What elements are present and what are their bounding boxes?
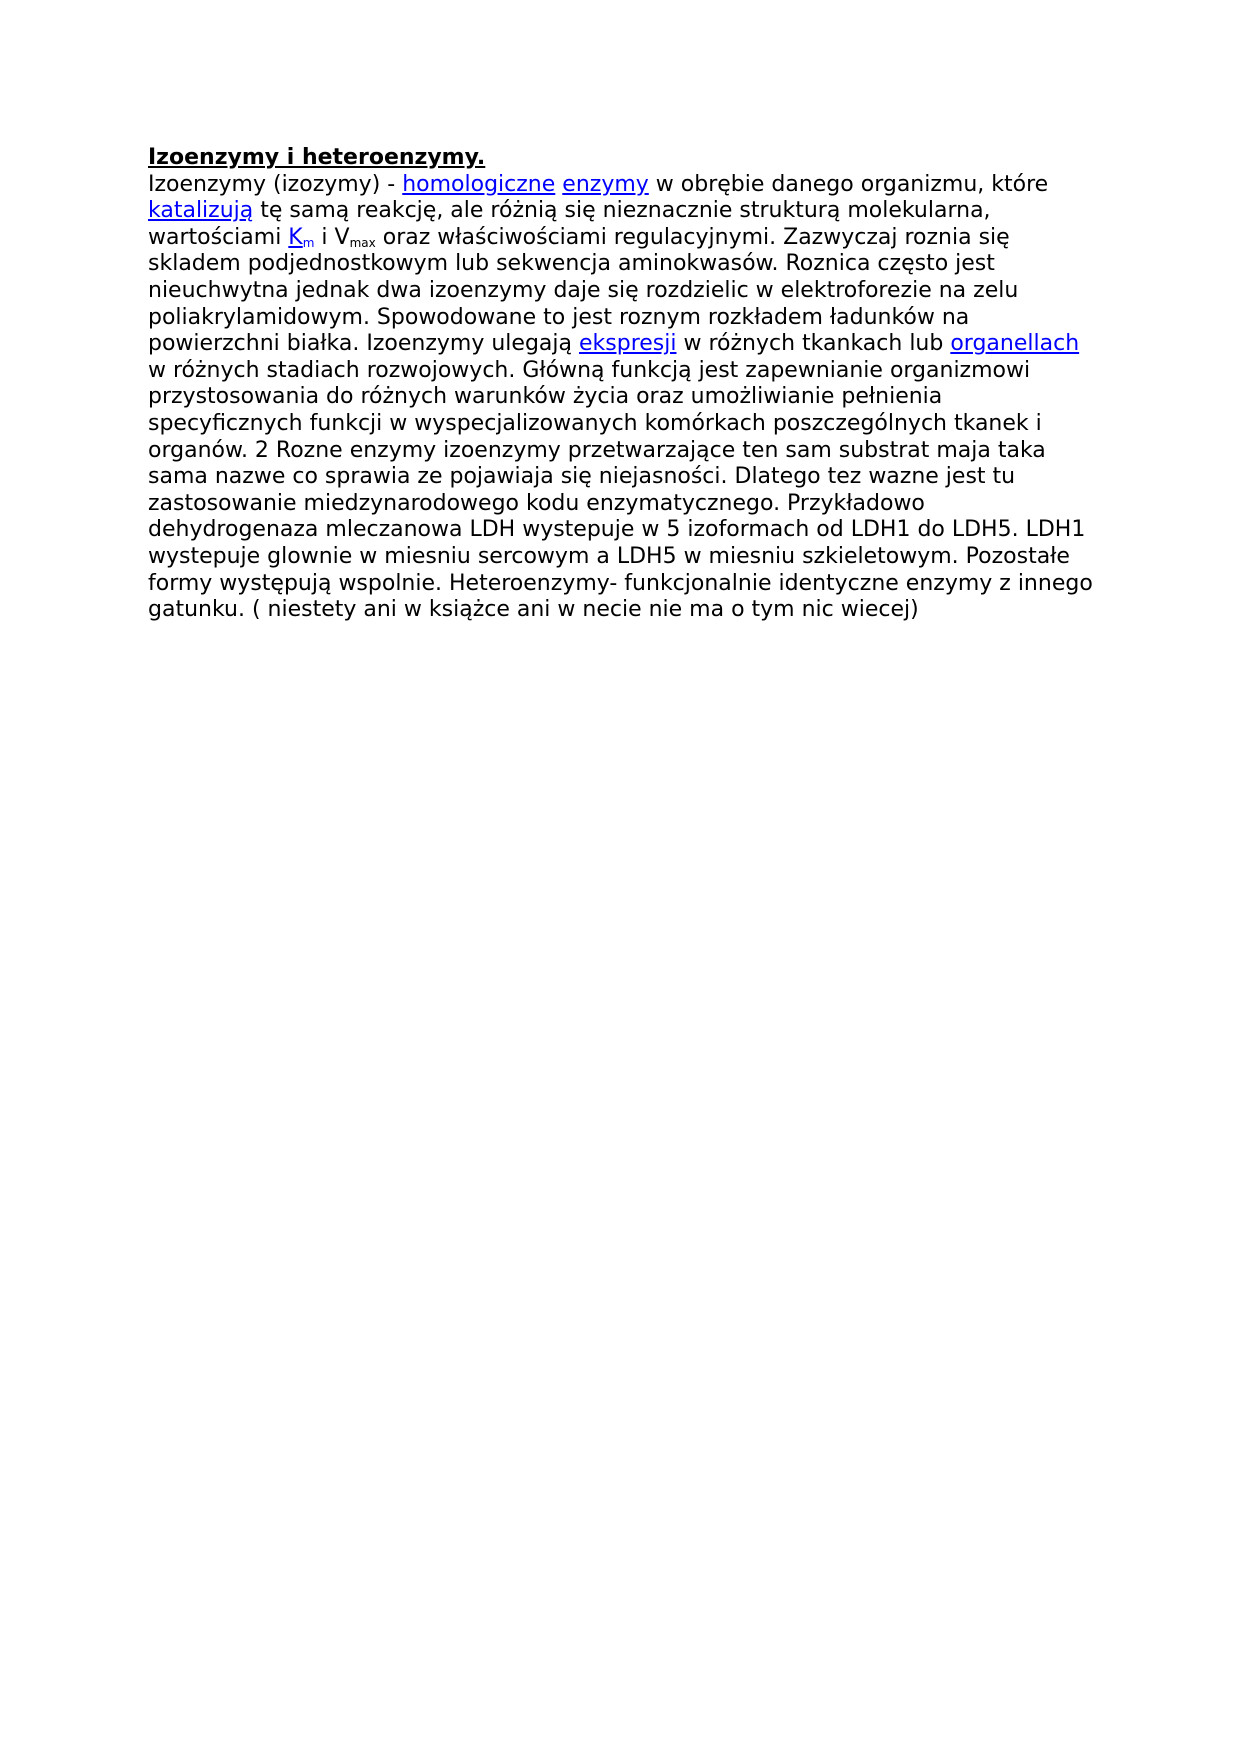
- link-homologiczne[interactable]: homologiczne: [402, 171, 556, 197]
- link-enzymy[interactable]: enzymy: [562, 171, 649, 197]
- body-paragraph: [148, 172, 1098, 624]
- link-ekspresji[interactable]: ekspresji: [579, 331, 677, 357]
- link-katalizuja[interactable]: katalizują: [148, 198, 254, 224]
- text-run: w różnych stadiach rozwojowych. Główną funkcją jest zapewnianie organizmowi przystosowania do różnych warunków życia oraz umożliwianie pełnienia specyficznych funkcji w wyspecjalizowanych komórkach poszczególnych tkanek i organów. 2 Rozne enzymy izoenzymy przetwarzające ten sam substrat maja taka sama nazwe co sprawia ze pojawiaja się niejasności. Dlatego tez wazne jest tu zastosowanie miedzynarodowego kodu enzymatycznego. Przykładowo dehydrogenaza mleczanowa LDH wystepuje w 5 izoformach od LDH1 do LDH5. LDH1 wystepuje glownie w miesniu sercowym a LDH5 w miesniu szkieletowym. Pozostałe formy występują wspolnie. Heteroenzymy- funkcjonalnie identyczne enzymy z innego gatunku. ( niestety ani w książce ani w necie nie ma o tym nic wiecej): [148, 357, 1093, 623]
- link-km[interactable]: [288, 225, 314, 250]
- link-organellach[interactable]: organellach: [950, 331, 1080, 357]
- text-run: oraz właściwościami regulacyjnymi. Zazwyczaj roznia się skladem podjednostkowym lub sekwencja aminokwasów. Roznica często jest nieuchwytna jednak dwa izoenzymy daje się rozdzielic w elektroforezie na zelu poliakrylamidowym. Spowodowane to jest roznym rozkładem ładunków na powierzchni białka. Izoenzymy ulegają: [148, 224, 1019, 357]
- text-run: w obrębie danego organizmu, które: [648, 171, 1049, 197]
- km-subscript: m: [302, 235, 315, 250]
- document-body: [148, 145, 1098, 624]
- text-run: w różnych tkankach lub: [676, 331, 951, 357]
- document-title: Izoenzymy i heteroenzymy.: [148, 145, 486, 170]
- text-run: Izoenzymy (izozymy) -: [148, 171, 403, 197]
- text-run: i V: [314, 224, 350, 250]
- vmax-subscript: max: [349, 235, 376, 250]
- km-base: K: [288, 224, 303, 250]
- text-run: tę samą reakcję, ale różnią się nieznacznie strukturą molekularna, wartościami: [148, 198, 991, 250]
